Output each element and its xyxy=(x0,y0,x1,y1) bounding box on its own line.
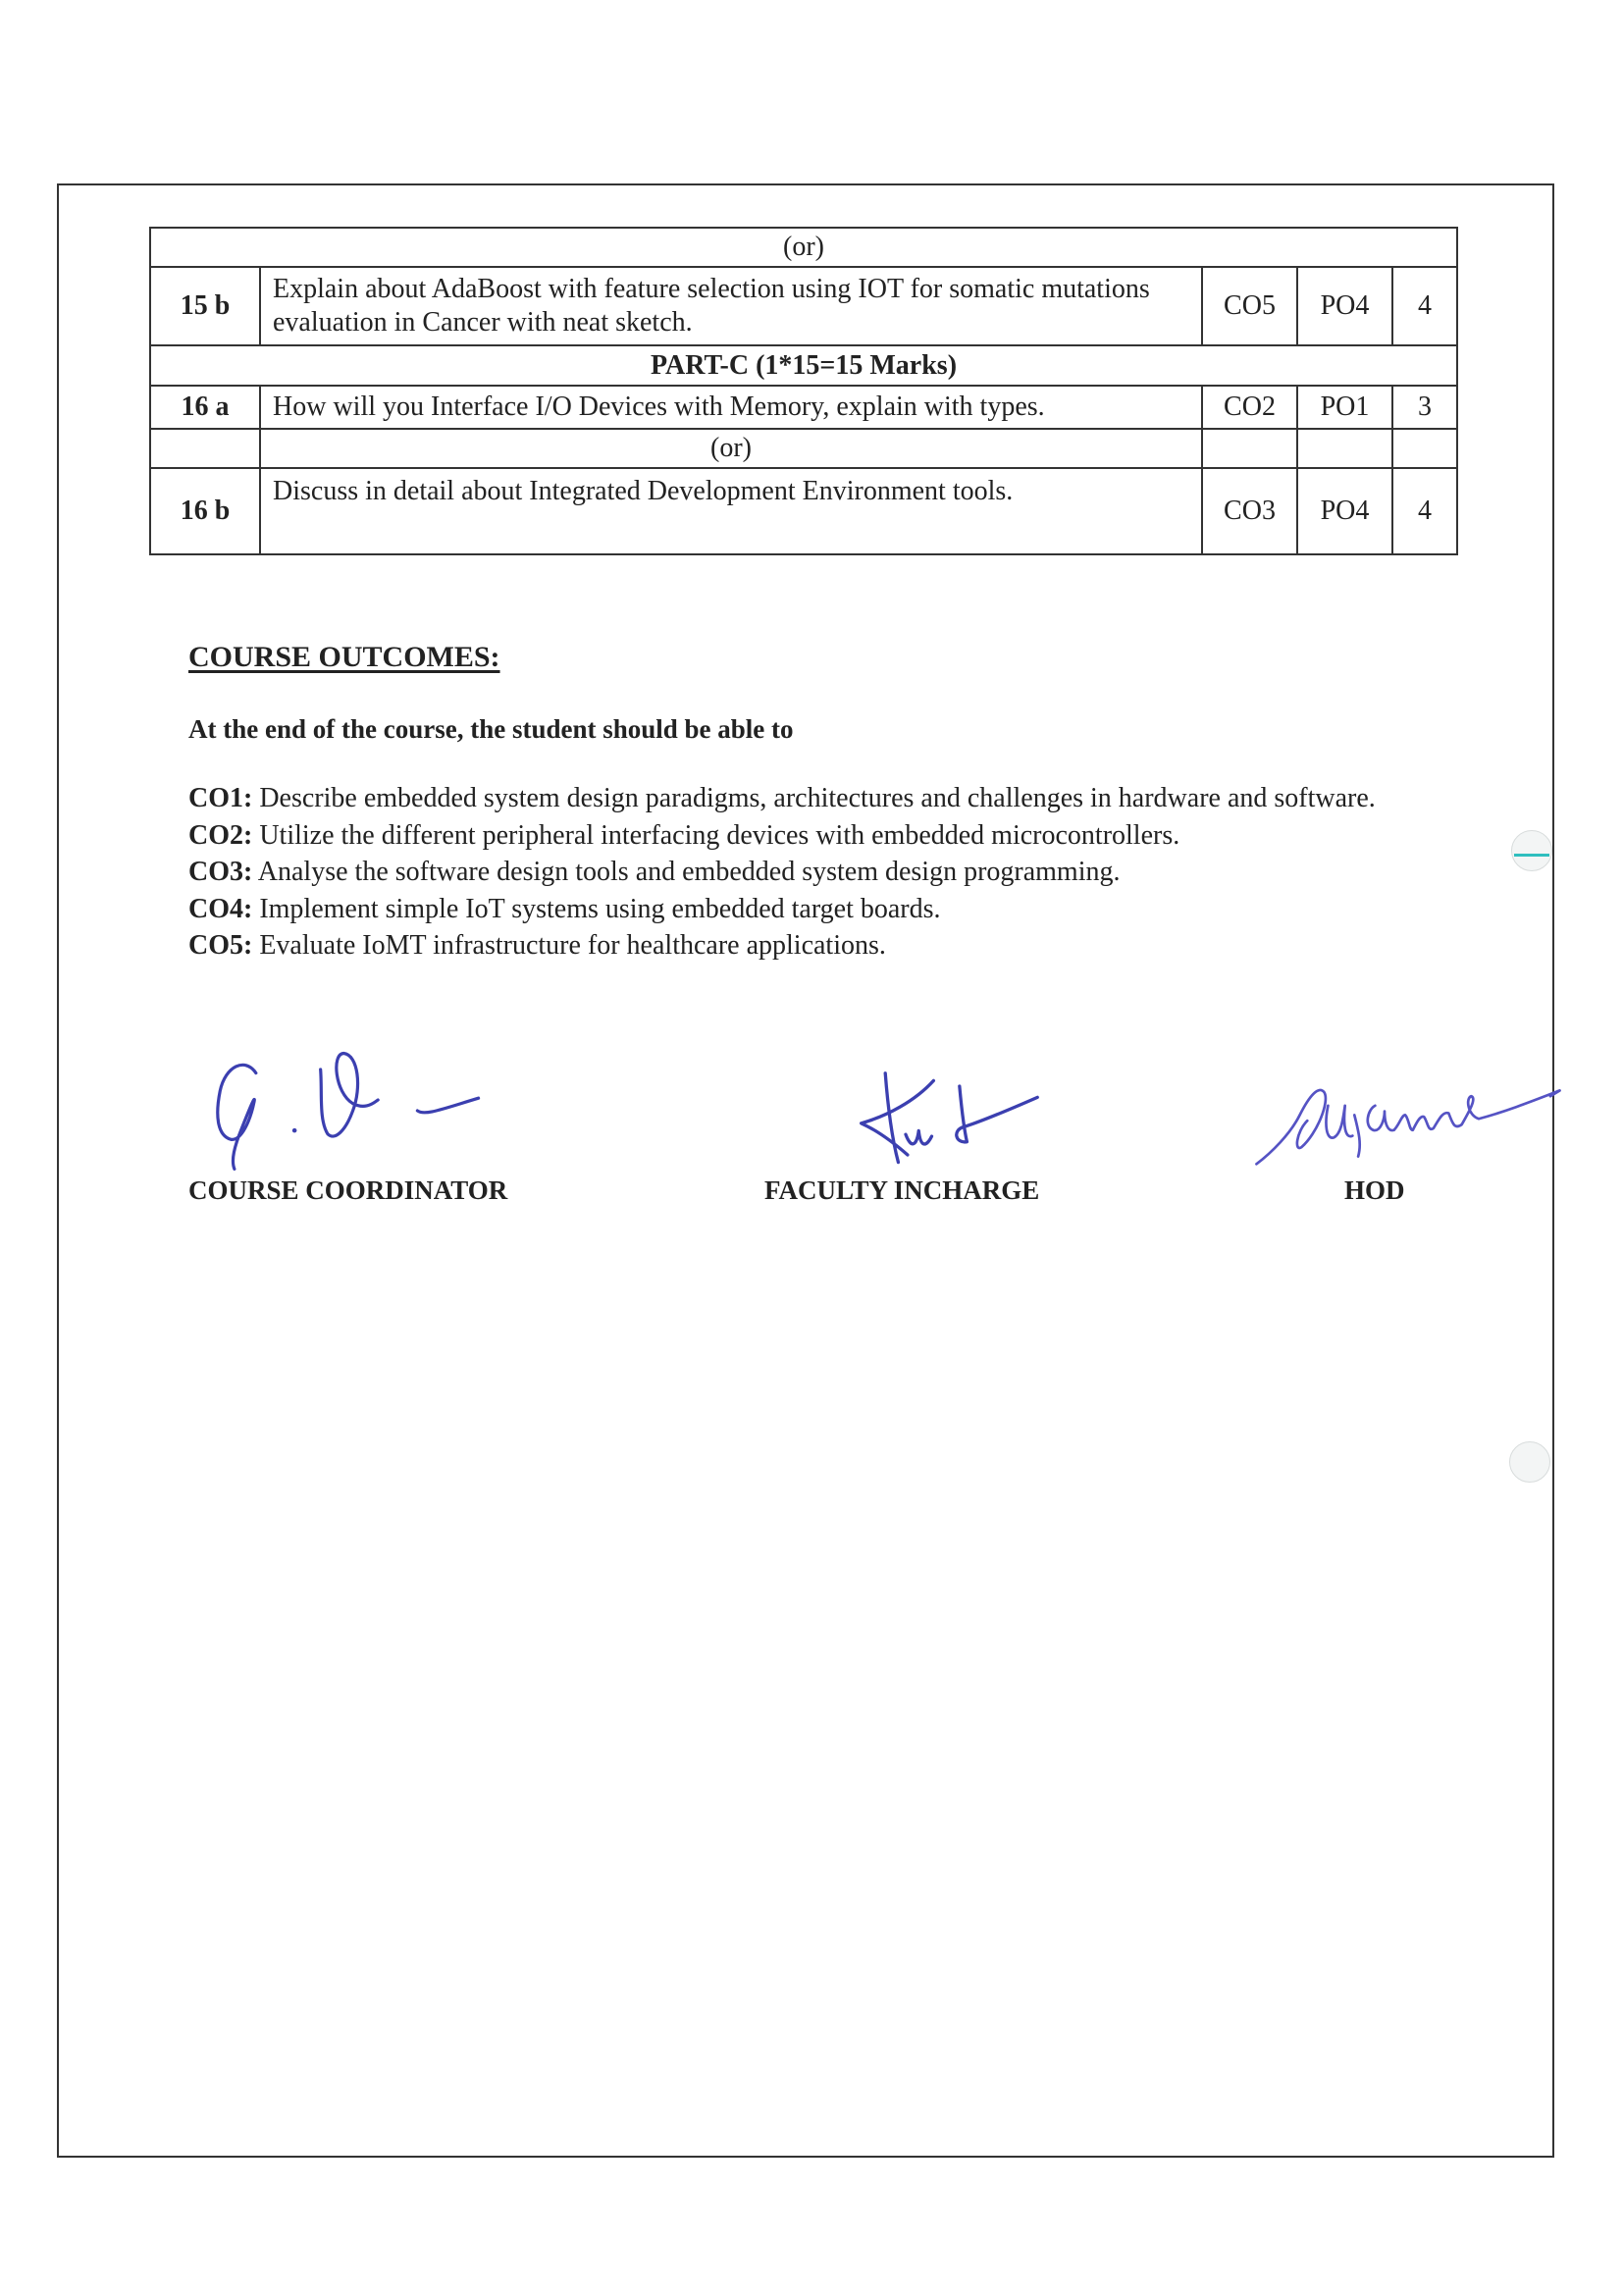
bloom-level: 4 xyxy=(1392,267,1457,345)
course-coordinator-label: COURSE COORDINATOR xyxy=(188,1175,508,1205)
program-outcome: PO4 xyxy=(1297,267,1392,345)
bloom-level: 3 xyxy=(1392,386,1457,429)
co-text: Analyse the software design tools and embedded system design programming. xyxy=(252,857,1121,887)
co-text: Describe embedded system design paradigms, architectures and challenges in hardware and software. xyxy=(252,783,1376,813)
empty-cell xyxy=(1202,429,1297,468)
course-outcomes-heading: COURSE OUTCOMES: xyxy=(188,641,500,673)
question-number: 15 b xyxy=(150,267,260,345)
course-outcome: CO5 xyxy=(1202,267,1297,345)
empty-cell xyxy=(1392,429,1457,468)
course-outcomes-intro: At the end of the course, the student should be able to xyxy=(188,714,794,744)
course-outcome: CO3 xyxy=(1202,468,1297,554)
co-text: Implement simple IoT systems using embedded target boards. xyxy=(252,893,941,924)
course-outcome-item xyxy=(188,817,1415,855)
empty-cell xyxy=(1297,429,1392,468)
course-outcome-item xyxy=(188,927,1415,965)
program-outcome: PO4 xyxy=(1297,468,1392,554)
question-table xyxy=(149,227,1458,555)
faculty-incharge-signature xyxy=(854,1070,1060,1172)
hod-signature xyxy=(1246,1077,1570,1172)
empty-cell xyxy=(150,429,260,468)
punch-hole xyxy=(1511,830,1552,871)
table-row-or xyxy=(150,429,1457,468)
course-outcome: CO2 xyxy=(1202,386,1297,429)
question-text: How will you Interface I/O Devices with Memory, explain with types. xyxy=(260,386,1202,429)
co-label: CO2: xyxy=(188,819,253,851)
table-row-16a xyxy=(150,386,1457,429)
course-outcome-item xyxy=(188,854,1415,891)
or-separator: (or) xyxy=(150,228,1457,267)
table-row-16b xyxy=(150,468,1457,554)
course-coordinator-signature xyxy=(196,1048,500,1174)
hod-label: HOD xyxy=(1344,1175,1405,1205)
co-label: CO4: xyxy=(188,893,253,924)
co-label: CO1: xyxy=(188,783,253,813)
co-text: Utilize the different peripheral interfacing devices with embedded microcontrollers. xyxy=(252,819,1180,851)
table-row-or xyxy=(150,228,1457,267)
bloom-level: 4 xyxy=(1392,468,1457,554)
co-text: Evaluate IoMT infrastructure for healthcare applications. xyxy=(252,930,886,961)
question-text: Explain about AdaBoost with feature selection using IOT for somatic mutations evaluation in Cancer with neat sketch. xyxy=(260,267,1202,345)
program-outcome: PO1 xyxy=(1297,386,1392,429)
punch-hole-mark xyxy=(1514,854,1549,857)
part-c-heading: PART-C (1*15=15 Marks) xyxy=(150,345,1457,386)
question-text: Discuss in detail about Integrated Development Environment tools. xyxy=(260,468,1202,554)
co-label: CO5: xyxy=(188,930,253,961)
co-label: CO3: xyxy=(188,857,253,887)
course-outcomes-list xyxy=(188,780,1415,965)
course-outcome-item xyxy=(188,780,1415,817)
question-number: 16 a xyxy=(150,386,260,429)
table-row-15b xyxy=(150,267,1457,345)
table-row-part-c xyxy=(150,345,1457,386)
punch-hole xyxy=(1509,1441,1550,1483)
question-number: 16 b xyxy=(150,468,260,554)
or-separator: (or) xyxy=(260,429,1202,468)
course-outcome-item xyxy=(188,891,1415,928)
faculty-incharge-label: FACULTY INCHARGE xyxy=(764,1175,1040,1205)
